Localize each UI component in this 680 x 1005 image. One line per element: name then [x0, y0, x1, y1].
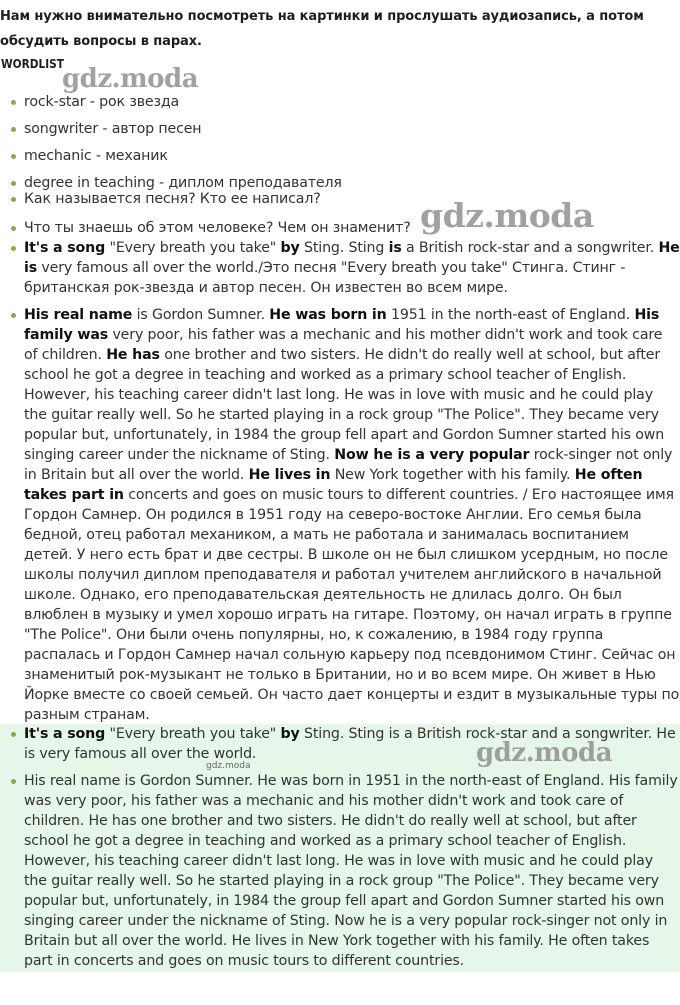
- watermark: gdz.moda: [476, 738, 613, 768]
- watermark: gdz.moda: [62, 64, 199, 94]
- bold-phrase: Now he is a very popular: [334, 447, 530, 463]
- text: concerts and goes on music tours to different countries. / Его настоящее имя Гордон Самнер. Он родился в 1951 году на северо-востоке Англии. Его семья была бедной, отец работал механиком, а мать не работала и занималась воспитанием детей. У него есть брат и две сестры. В школе он не был слишком усердным, но после школы получил диплом преподавателя и работал учителем английского в начальной школе. Однако, его преподавательская деятельность не длилась долго. Он был влюблен в музыку и умел хорошо играть на гитаре. Поэтому, он начал играть в группе "The Police". Они были очень популярны, но, к сожалению, в 1984 году группа распалась и Гордон Самнер начал сольную карьеру под псевдонимом Стинг. Сейчас он знаменитый рок-музыкант не только в Британии, но и во всем мире. Он живет в Нью Йорке вместе со своей семьей. Он часто дает концерты и ездит в музыкальные туры по разным странам.: [24, 487, 680, 723]
- answer-item: [24, 305, 680, 725]
- bold-phrase: is: [388, 240, 402, 256]
- text: Sting. Sting: [299, 240, 389, 256]
- bold-phrase: It's a song: [24, 726, 106, 742]
- question-item: Как называется песня? Кто ее написал?: [24, 189, 680, 209]
- word-item: songwriter - автор песен: [24, 119, 680, 139]
- text: New York together with his family.: [330, 467, 575, 483]
- bold-phrase: by: [280, 240, 300, 256]
- task-instruction: Нам нужно внимательно посмотреть на картинки и прослушать аудиозапись, а потом обсудить вопросы в парах.: [0, 9, 644, 49]
- watermark-small: gdz.moda: [206, 761, 251, 771]
- answer-item: [24, 238, 680, 298]
- bold-phrase: His real name: [24, 307, 133, 323]
- bold-phrase: It's a song: [24, 240, 106, 256]
- bold-phrase: by: [280, 726, 300, 742]
- wordlist-heading: WORDLIST: [1, 57, 64, 71]
- bold-phrase: His family was: [24, 307, 660, 343]
- answer-item: His real name is Gordon Sumner. He was born in 1951 in the north-east of England. His family was very poor, his father was a mechanic and his mother didn't work and took care of children. He has one brother and two sisters. He didn't do really well at school, but after school he got a degree in teaching and worked as a primary school teacher of English. However, his teaching career didn't last long. He was in love with music and he could play the guitar really well. So he started playing in a rock group "The Police". They became very popular but, unfortunately, in 1984 the group fell apart and Gordon Sumner started his own singing career under the nickname of Sting. Now he is a very popular rock-singer not only in Britain but all over the world. He lives in New York together with his family. He often takes part in concerts and goes on music tours to different countries.: [24, 771, 680, 971]
- text: is Gordon Sumner.: [132, 307, 270, 323]
- bold-phrase: He was born in: [269, 307, 387, 323]
- text: "Every breath you take": [105, 240, 281, 256]
- text: very poor, his father was a mechanic and his mother didn't work and took care of children.: [24, 327, 663, 363]
- bold-phrase: He has: [106, 347, 160, 363]
- word-item: mechanic - механик: [24, 146, 680, 166]
- watermark: gdz.moda: [420, 196, 594, 235]
- word-item: degree in teaching - диплом преподавателя: [24, 173, 680, 193]
- text: one brother and two sisters. He didn't do really well at school, but after school he got a degree in teaching and worked as a primary school teacher of English. However, his teaching career didn't last long. He was in love with music and he could play the guitar really well. So he started playing in a rock group "The Police". They became very popular but, unfortunately, in 1984 the group fell apart and Gordon Sumner started his own singing career under the nickname of Sting.: [24, 347, 665, 463]
- text: rock-singer not only in Britain but all over the world.: [24, 447, 673, 483]
- text: "Every breath you take": [105, 726, 281, 742]
- word-item: rock-star - рок звезда: [24, 92, 680, 112]
- text: a British rock-star and a songwriter.: [401, 240, 659, 256]
- text: very famous all over the world./Это песня "Every breath you take" Стинга. Стинг - британская рок-звезда и автор песен. Он известен во всем мире.: [24, 260, 626, 296]
- text: 1951 in the north-east of England.: [386, 307, 635, 323]
- text: Sting. Sting is a British rock-star and a songwriter. He is very famous all over the world.: [24, 726, 676, 762]
- bold-phrase: He is: [24, 240, 680, 276]
- bold-phrase: He often takes part in: [24, 467, 643, 503]
- question-item: Что ты знаешь об этом человеке? Чем он знаменит?: [24, 218, 680, 238]
- bold-phrase: He lives in: [248, 467, 331, 483]
